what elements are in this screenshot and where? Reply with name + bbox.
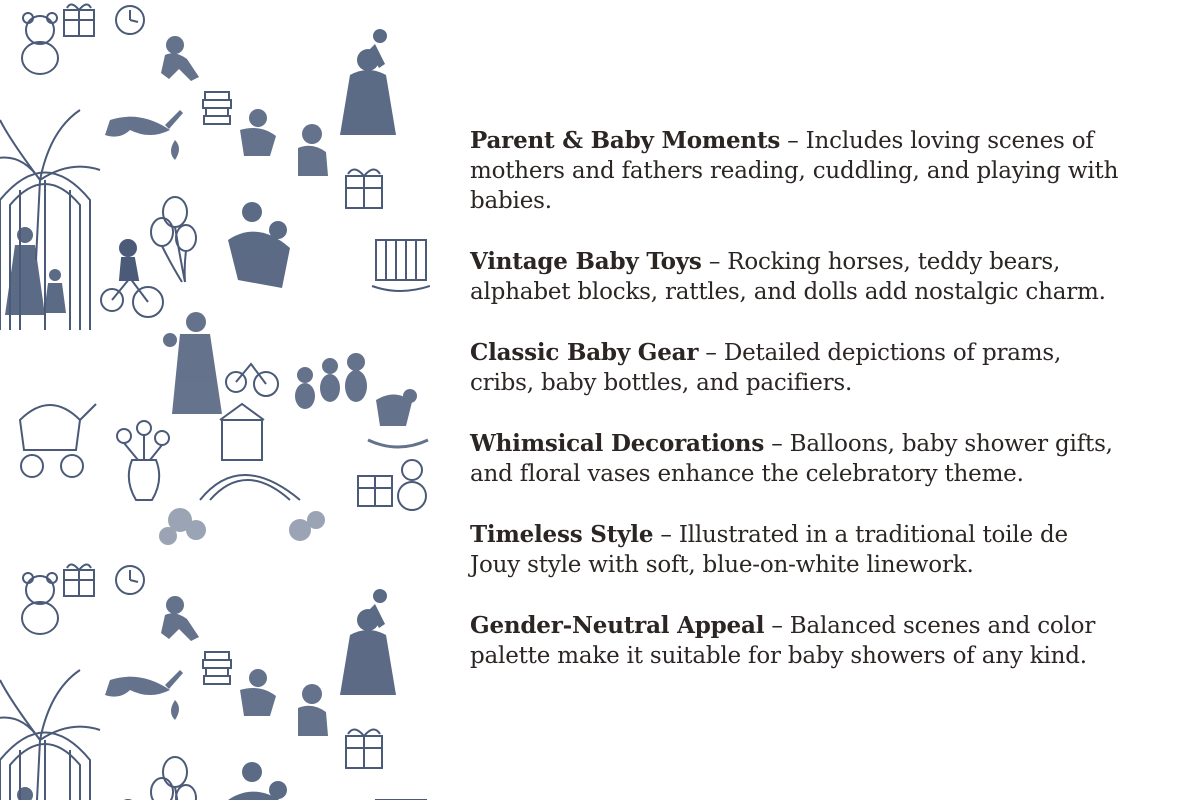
feature-description: Balanced scenes and color palette make it suitable for baby showers of any kind.	[470, 613, 1096, 669]
feature-description: Rocking horses, teddy bears, alphabet blocks, rattles, and dolls add nostalgic charm.	[470, 249, 1106, 305]
toile-pattern-illustration	[0, 0, 430, 800]
feature-title: Vintage Baby Toys	[470, 248, 702, 275]
feature-separator: –	[660, 522, 679, 548]
feature-description: Includes loving scenes of mothers and fathers reading, cuddling, and playing with babies.	[470, 128, 1119, 214]
feature-item-gender-neutral-appeal	[470, 611, 1120, 671]
feature-separator: –	[708, 249, 728, 275]
feature-description: Detailed depictions of prams, cribs, baby bottles, and pacifiers.	[470, 340, 1062, 396]
feature-title: Whimsical Decorations	[470, 430, 765, 457]
feature-title: Parent & Baby Moments	[470, 127, 781, 154]
feature-title: Gender-Neutral Appeal	[470, 612, 765, 639]
feature-title: Classic Baby Gear	[470, 339, 699, 366]
feature-separator: –	[771, 613, 790, 639]
feature-description: Illustrated in a traditional toile de Jouy style with soft, blue-on-white linework.	[470, 522, 1068, 578]
feature-title: Timeless Style	[470, 521, 654, 548]
feature-separator: –	[705, 340, 724, 366]
feature-list	[470, 126, 1120, 702]
feature-description: Balloons, baby shower gifts, and floral vases enhance the celebratory theme.	[470, 431, 1113, 487]
feature-item-parent-baby-moments	[470, 126, 1120, 216]
feature-separator: –	[787, 128, 806, 154]
feature-item-whimsical-decorations	[470, 429, 1120, 489]
feature-item-timeless-style	[470, 520, 1120, 580]
feature-item-vintage-baby-toys	[470, 247, 1120, 307]
feature-separator: –	[771, 431, 790, 457]
feature-item-classic-baby-gear	[470, 338, 1120, 398]
